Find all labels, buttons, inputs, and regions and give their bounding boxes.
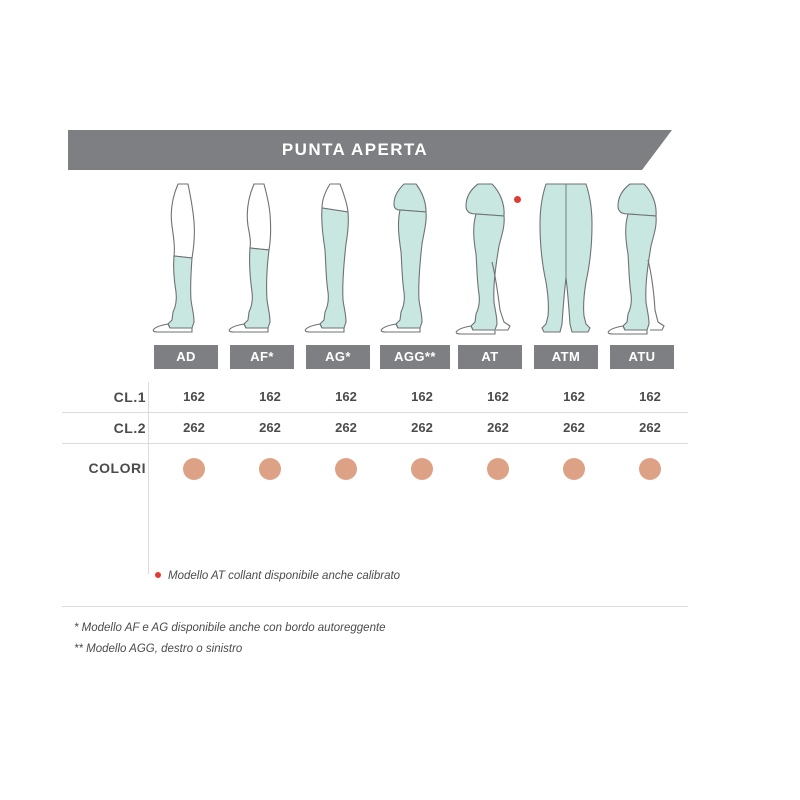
cell-color-at (460, 444, 536, 492)
table-vertical-rule (148, 444, 149, 574)
row-label-cl2: CL.2 (113, 420, 146, 436)
cell-cl1-atu: 162 (639, 389, 661, 404)
row-label-colori: COLORI (88, 460, 146, 476)
leg-ad-icon (148, 182, 224, 342)
color-swatch (259, 458, 281, 480)
cell-cl1-at: 162 (487, 389, 509, 404)
footnote-single-asterisk: * Modello AF e AG disponibile anche con bordo autoreggente (74, 622, 386, 634)
column-label-ag: AG* (306, 345, 370, 369)
column-label-row (148, 345, 688, 369)
note-at-calibrato (155, 570, 400, 582)
figure-atm (528, 182, 604, 342)
cell-color-ad (156, 444, 232, 492)
cell-cl1-ad: 162 (183, 389, 205, 404)
table-row-cl1 (62, 382, 688, 413)
figure-ad (148, 182, 224, 342)
cell-color-atu (612, 444, 688, 492)
cell-cl2-at: 262 (487, 420, 509, 435)
column-label-agg: AGG** (380, 345, 450, 369)
table-row-cl2 (62, 413, 688, 444)
cell-cl2-atm: 262 (563, 420, 585, 435)
note-at-text: Modello AT collant disponibile anche calibrato (168, 570, 401, 582)
footnote-block (74, 618, 674, 660)
leg-atu-icon (604, 182, 680, 342)
leg-ag-icon (300, 182, 376, 342)
leg-atm-icon (528, 182, 604, 342)
column-label-af: AF* (230, 345, 294, 369)
header-banner (68, 130, 672, 170)
cell-color-atm (536, 444, 612, 492)
color-swatch (487, 458, 509, 480)
cell-color-ag (308, 444, 384, 492)
column-label-at: AT (458, 345, 522, 369)
table-vertical-rule (148, 413, 149, 443)
leg-af-icon (224, 182, 300, 342)
figure-af (224, 182, 300, 342)
cell-cl1-ag: 162 (335, 389, 357, 404)
column-label-atu: ATU (610, 345, 674, 369)
cell-cl2-ag: 262 (335, 420, 357, 435)
cell-color-af (232, 444, 308, 492)
figure-atu (604, 182, 680, 342)
color-swatch (335, 458, 357, 480)
figure-at (452, 182, 528, 342)
table-vertical-rule (148, 382, 149, 412)
cell-cl2-atu: 262 (639, 420, 661, 435)
figure-row (148, 182, 688, 342)
cell-cl2-agg: 262 (411, 420, 433, 435)
cell-cl1-atm: 162 (563, 389, 585, 404)
color-swatch (563, 458, 585, 480)
leg-at-icon (452, 182, 528, 342)
spec-table (62, 382, 688, 492)
color-swatch (411, 458, 433, 480)
cell-cl1-agg: 162 (411, 389, 433, 404)
footnote-divider (62, 606, 688, 607)
color-swatch (183, 458, 205, 480)
column-label-ad: AD (154, 345, 218, 369)
at-calibrato-marker-dot (514, 196, 521, 203)
table-row-colori (62, 444, 688, 492)
figure-ag (300, 182, 376, 342)
figure-agg (376, 182, 452, 342)
page-title: PUNTA APERTA (281, 140, 429, 159)
red-dot-icon (155, 572, 161, 578)
leg-agg-icon (376, 182, 452, 342)
cell-cl1-af: 162 (259, 389, 281, 404)
cell-cl2-ad: 262 (183, 420, 205, 435)
color-swatch (639, 458, 661, 480)
cell-cl2-af: 262 (259, 420, 281, 435)
footnote-double-asterisk: ** Modello AGG, destro o sinistro (74, 643, 243, 655)
column-label-atm: ATM (534, 345, 598, 369)
row-label-cl1: CL.1 (113, 389, 146, 405)
cell-color-agg (384, 444, 460, 492)
